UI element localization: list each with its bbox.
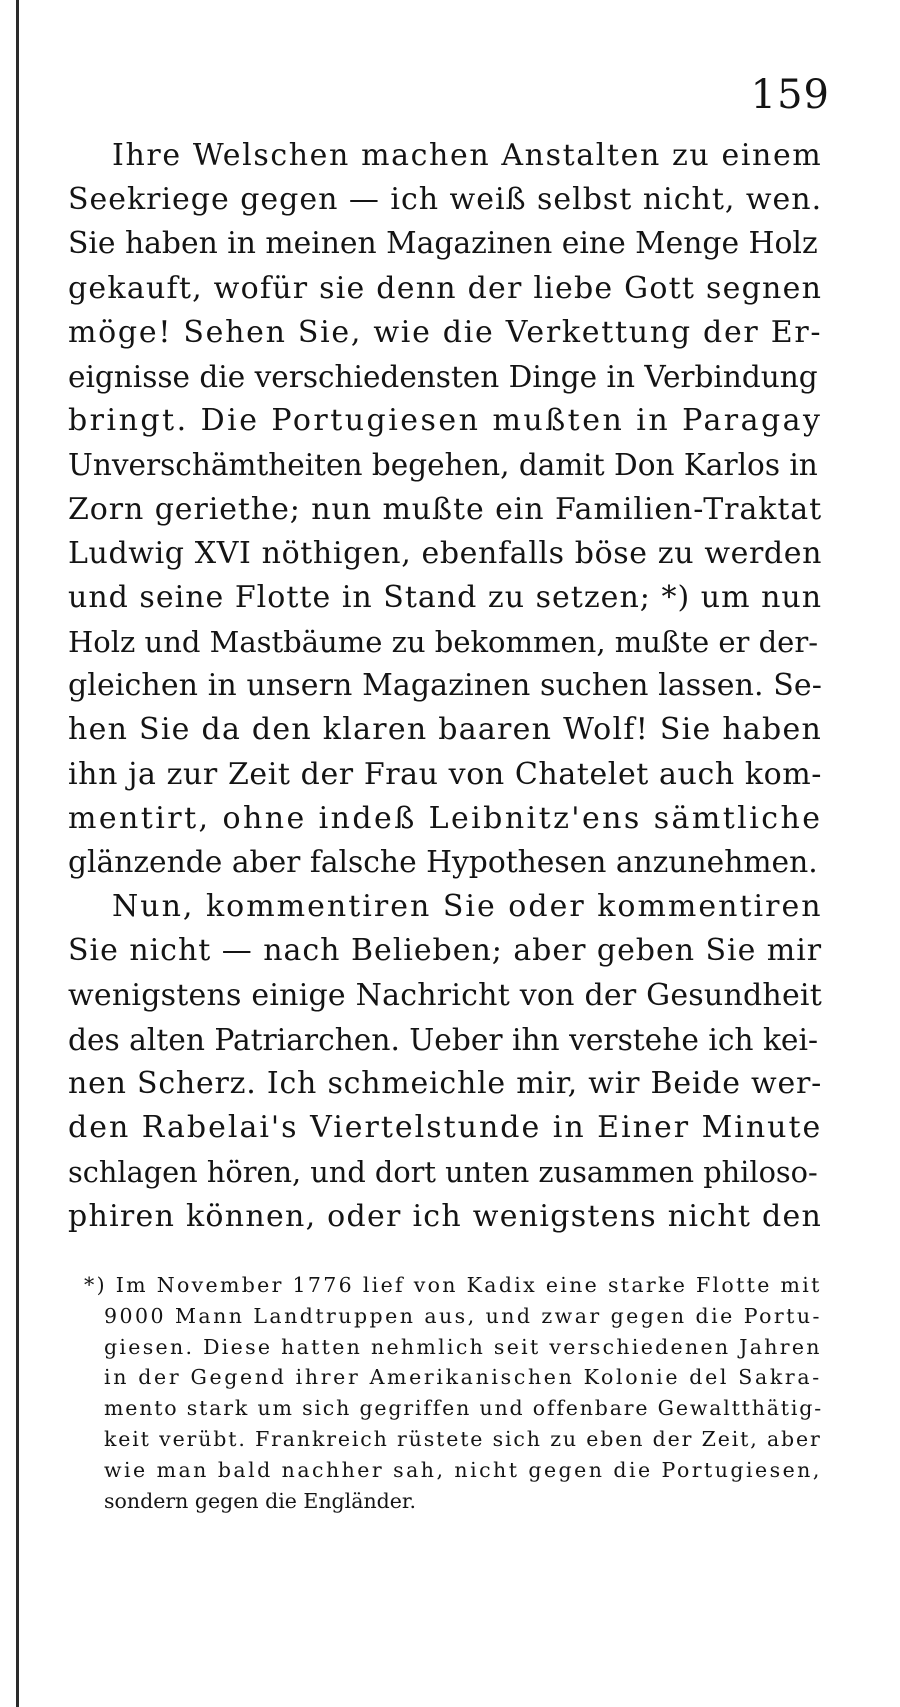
text-line: des alten Patriarchen. Ueber ihn verstehe ich kei- <box>68 1021 818 1057</box>
text-line: und seine Flotte in Stand zu setzen; *) um nun <box>68 579 823 615</box>
footnote-line: wie man bald nachher sah, nicht gegen die Portugiesen, <box>104 1457 822 1482</box>
text-line: gleichen in unsern Magazinen suchen lassen. Se- <box>68 668 822 704</box>
text-line: Sie nicht — nach Belieben; aber geben Sie mir <box>68 933 823 969</box>
text-line: gekauft, wofür sie denn der liebe Gott segnen <box>68 270 823 306</box>
text-line: Ludwig XVI nöthigen, ebenfalls böse zu werden <box>68 535 823 571</box>
text-line: hen Sie da den klaren baaren Wolf! Sie haben <box>68 712 823 748</box>
footnote-block <box>84 1270 822 1516</box>
text-line: Unverschämtheiten begehen, damit Don Karlos in <box>68 448 818 483</box>
text-line: mentirt, ohne indeß Leibnitz'ens sämtliche <box>68 800 823 836</box>
footnote-line: 9000 Mann Landtruppen aus, und zwar gegen die Portu- <box>104 1303 822 1328</box>
text-line: bringt. Die Portugiesen mußten in Paragay <box>68 403 823 439</box>
text-line: Nun, kommentiren Sie oder kommentiren <box>112 889 823 925</box>
footnote-line: giesen. Diese hatten nehmlich seit verschiedenen Jahren <box>104 1334 822 1359</box>
text-line: nen Scherz. Ich schmeichle mir, wir Beide wer- <box>68 1065 823 1101</box>
page-number: 159 <box>750 72 830 118</box>
footnote-line: keit verübt. Frankreich rüstete sich zu eben der Zeit, aber <box>104 1426 822 1451</box>
text-line: Zorn geriethe; nun mußte ein Familien-Traktat <box>68 491 823 527</box>
footnote-line: sondern gegen die Engländer. <box>104 1488 416 1513</box>
footnote-line: in der Gegend ihrer Amerikanischen Kolonie del Sakra- <box>104 1365 822 1390</box>
text-line: glänzende aber falsche Hypothesen anzunehmen. <box>68 845 818 880</box>
text-line: eignisse die verschiedensten Dinge in Verbindung <box>68 359 818 394</box>
text-line: phiren können, oder ich wenigstens nicht den <box>68 1198 823 1234</box>
main-text-block <box>68 134 822 1239</box>
text-line: Sie haben in meinen Magazinen eine Menge Holz <box>68 226 818 262</box>
text-line: ihn ja zur Zeit der Frau von Chatelet auch kom- <box>68 756 823 792</box>
page-binding-edge <box>16 0 19 1707</box>
text-line: möge! Sehen Sie, wie die Verkettung der Er- <box>68 314 823 350</box>
text-line: den Rabelai's Viertelstunde in Einer Minute <box>68 1110 823 1146</box>
text-line: Holz und Mastbäume zu bekommen, mußte er der- <box>68 625 819 660</box>
footnote-line: *) Im November 1776 lief von Kadix eine starke Flotte mit <box>84 1273 822 1297</box>
text-line: Seekriege gegen — ich weiß selbst nicht, wen. <box>68 182 823 218</box>
text-line: Ihre Welschen machen Anstalten zu einem <box>112 138 823 173</box>
text-line: schlagen hören, und dort unten zusammen philoso- <box>68 1155 818 1190</box>
footnote-line: mento stark um sich gegriffen und offenbare Gewaltthätig- <box>104 1396 823 1421</box>
text-line: wenigstens einige Nachricht von der Gesundheit <box>68 977 823 1013</box>
